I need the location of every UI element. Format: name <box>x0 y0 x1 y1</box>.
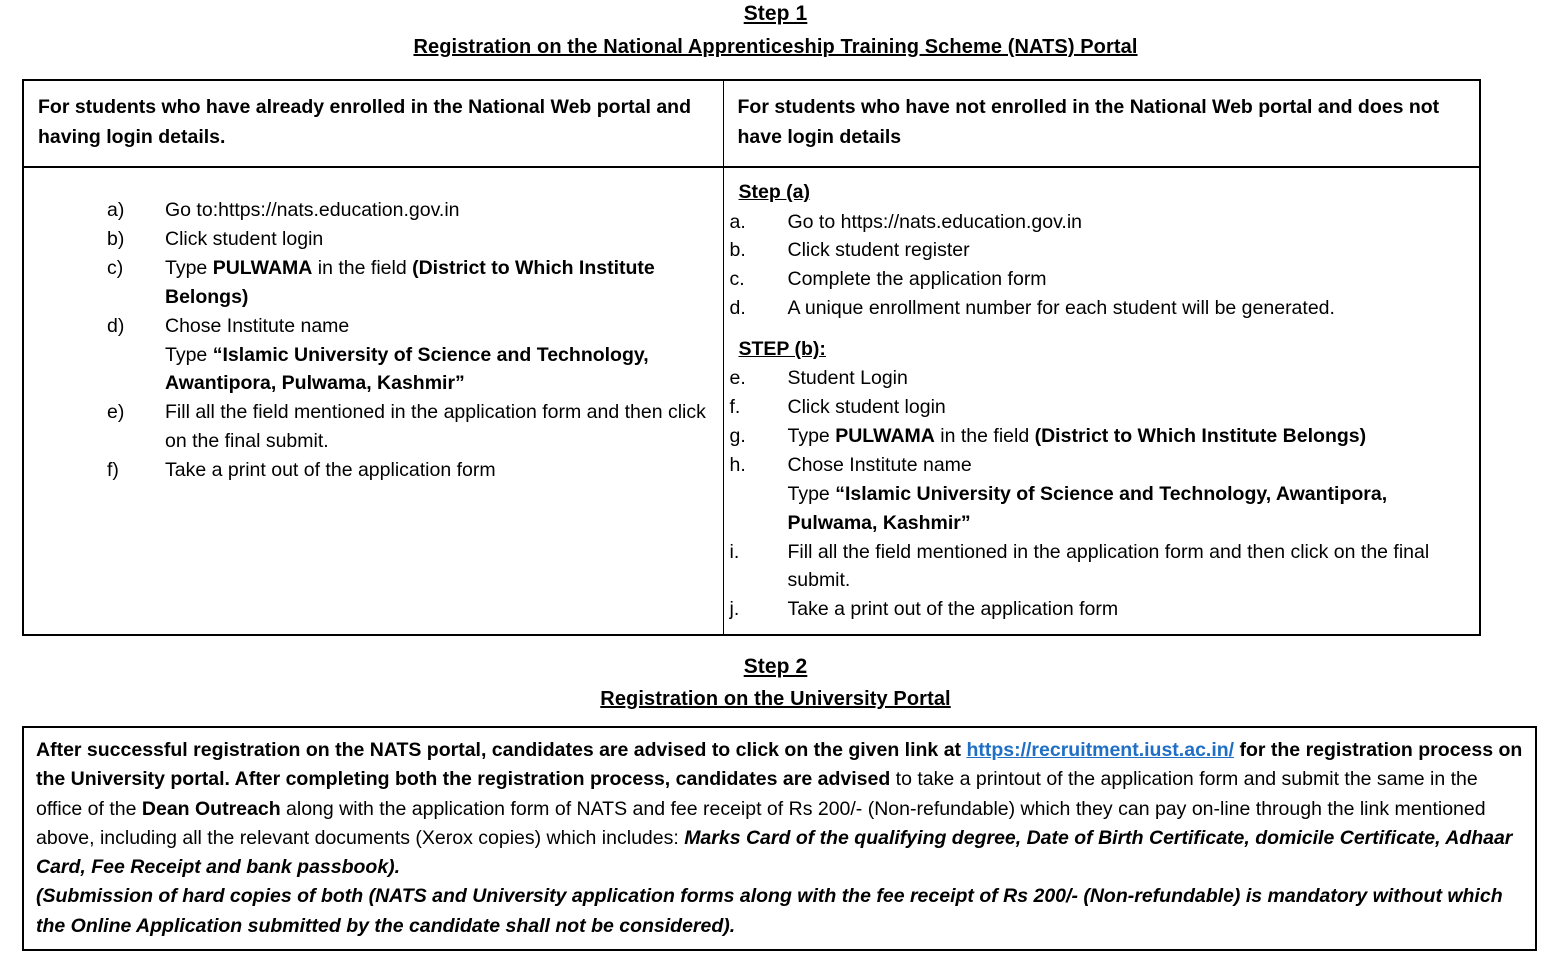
list-marker: f) <box>107 458 119 481</box>
list-marker: f. <box>729 396 741 419</box>
left-column-body-cell <box>23 167 723 635</box>
list-item <box>730 538 1474 596</box>
list-marker: j. <box>729 598 740 621</box>
list-marker: b) <box>107 228 125 251</box>
table-row <box>23 727 1536 950</box>
list-item-text-bold: PULWAMA <box>835 425 935 448</box>
list-item-text: A unique enrollment number for each student will be generated. <box>787 297 1335 320</box>
list-item <box>730 294 1474 323</box>
right-column-body-cell <box>723 167 1480 635</box>
left-instruction-list <box>107 196 717 485</box>
para-italic-documents: Marks Card of the qualifying degree, Date of Birth Certificate, domicile Certificate, Adhaar Card, Fee Receipt and bank passbook). <box>36 826 1513 879</box>
step-a-label: Step (a) <box>738 181 811 204</box>
step2-instructions-table <box>22 726 1537 951</box>
list-item-text-pre: Type <box>787 425 836 448</box>
list-item <box>107 456 717 485</box>
right-column-header-text: For students who have not enrolled in the National Web portal and does not have login details <box>737 96 1440 148</box>
step1-title: Step 1 <box>743 2 808 25</box>
list-marker: i. <box>729 540 740 563</box>
list-item-text: Take a print out of the application form <box>787 598 1119 621</box>
step-b-label-text: STEP (b) <box>738 338 820 361</box>
list-item <box>107 398 717 456</box>
list-item <box>107 312 717 399</box>
step2-title: Step 2 <box>743 655 808 679</box>
registration-options-table <box>22 79 1481 636</box>
list-item <box>107 196 717 225</box>
para-bold-1: After successful registration on the NATS portal, candidates are advised to click on the given link at <box>36 739 967 762</box>
list-marker: d. <box>729 297 746 320</box>
list-marker: d) <box>107 314 125 337</box>
para-bold-dean-outreach: Dean Outreach <box>141 797 281 820</box>
step-b-label-colon: : <box>819 338 826 361</box>
list-item <box>730 422 1474 451</box>
step2-paragraph <box>36 736 1523 882</box>
list-marker: h. <box>729 453 746 476</box>
list-marker: a. <box>729 210 746 233</box>
step1-heading-block <box>0 0 1551 57</box>
list-item-text-bold-field: (District to Which Institute Belongs) <box>165 256 655 308</box>
step2-heading-block <box>0 636 1551 709</box>
recruitment-portal-link[interactable]: https://recruitment.iust.ac.in/ <box>966 739 1235 762</box>
list-marker: c. <box>729 268 745 291</box>
list-marker: c) <box>107 256 124 279</box>
list-marker: a) <box>107 199 125 222</box>
list-item-text: Go to:https://nats.education.gov.in <box>165 199 460 222</box>
step2-subtitle: Registration on the University Portal <box>600 688 951 711</box>
left-column-header-cell <box>23 80 723 167</box>
step2-paragraph-note: (Submission of hard copies of both (NATS and University application forms along with the fee receipt of Rs 200/- (Non-refundable) is mandatory without which the Online Application submitted by the candidate shall not be considered). <box>36 885 1503 937</box>
list-item <box>730 265 1474 294</box>
list-item-text: Take a print out of the application form <box>165 458 496 481</box>
step1-subtitle: Registration on the National Apprenticeship Training Scheme (NATS) Portal <box>413 36 1138 58</box>
list-item-text: Student Login <box>787 367 908 390</box>
list-item-text: Fill all the field mentioned in the application form and then click on the final submit. <box>787 540 1430 592</box>
step-a-list <box>730 208 1474 323</box>
step-b-list <box>730 364 1474 624</box>
list-item-text-mid: in the field <box>934 425 1035 448</box>
list-item-subline <box>788 480 1474 538</box>
list-item-text-pre: Type <box>165 256 213 279</box>
list-item <box>107 254 717 312</box>
list-item-text-mid: in the field <box>312 256 413 279</box>
subline-pre: Type <box>165 343 213 366</box>
para-regular-2: along with the application form of NATS and fee receipt of Rs 200/- (Non-refundable) which they can pay on-line through the link mentioned above, including all the relevant documents (Xerox copies) which includes: <box>36 797 1486 849</box>
subline-bold: “Islamic University of Science and Technology, Awantipora, Pulwama, Kashmir” <box>787 482 1388 534</box>
list-item <box>730 364 1474 393</box>
list-item-text: Click student login <box>787 396 946 419</box>
list-item <box>730 393 1474 422</box>
list-item-text: Click student register <box>787 239 970 262</box>
list-item-text-bold-field: (District to Which Institute Belongs) <box>1034 425 1367 448</box>
list-item-subline <box>165 341 717 399</box>
list-marker: e) <box>107 401 125 424</box>
list-item-text: Complete the application form <box>787 268 1047 291</box>
table-body-row <box>23 167 1480 635</box>
para-bold-2: for the registration process on the University portal. After completing both the registration process, candidates are advised <box>36 739 1523 791</box>
list-item-text: Click student login <box>165 228 324 251</box>
list-item <box>107 225 717 254</box>
list-item <box>730 595 1474 624</box>
left-column-header-text: For students who have already enrolled in the National Web portal and having login details. <box>38 96 691 148</box>
subline-pre: Type <box>787 482 836 505</box>
step-b-label <box>739 337 1474 362</box>
list-item-text: Fill all the field mentioned in the application form and then click on the final submit. <box>165 401 706 453</box>
list-item <box>730 451 1474 538</box>
list-item-text: Chose Institute name <box>165 314 350 337</box>
list-item-text: Chose Institute name <box>787 453 972 476</box>
list-marker: b. <box>729 239 746 262</box>
table-header-row <box>23 80 1480 167</box>
right-column-header-cell <box>723 80 1480 167</box>
list-item <box>730 236 1474 265</box>
step2-paragraph-cell <box>23 727 1536 950</box>
list-item-text: Go to https://nats.education.gov.in <box>787 210 1082 233</box>
list-item-text-bold: PULWAMA <box>212 256 313 279</box>
subline-bold: “Islamic University of Science and Technology, Awantipora, Pulwama, Kashmir” <box>165 343 649 395</box>
list-marker: g. <box>729 425 746 448</box>
list-marker: e. <box>729 367 746 390</box>
para-regular-1: to take a printout of the application form and submit the same in the office of the <box>36 768 1478 820</box>
list-item <box>730 208 1474 237</box>
